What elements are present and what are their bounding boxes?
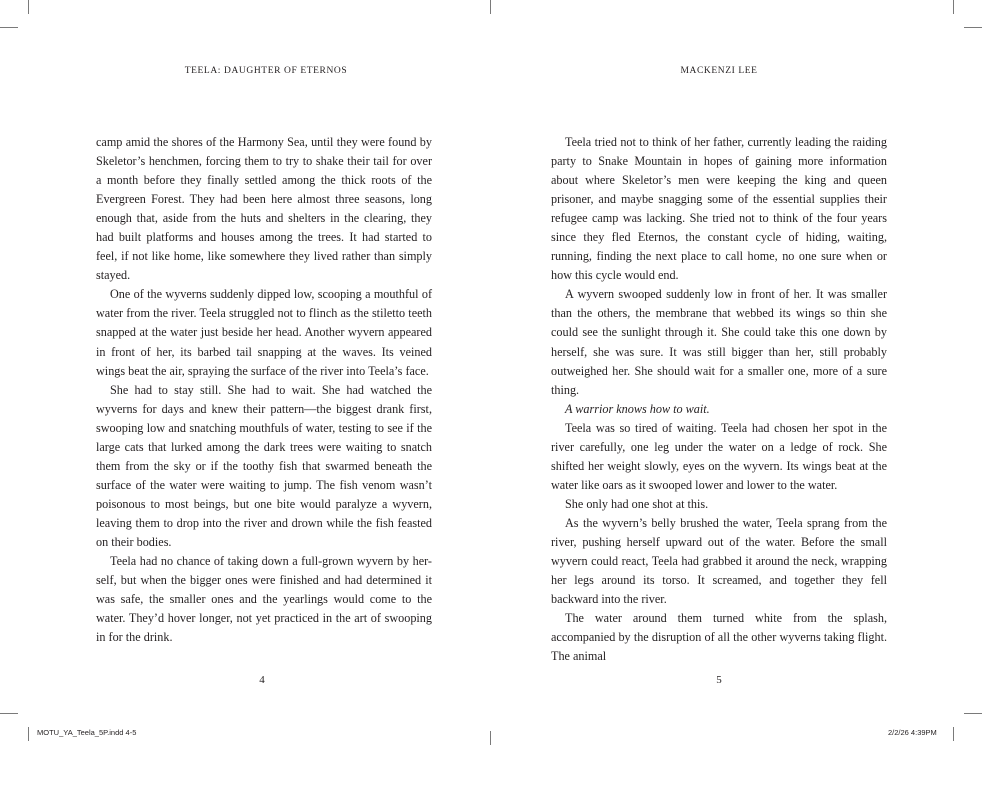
paragraph: Teela tried not to think of her father, currently leading the raiding party to Snake Mountain in hopes of gaining more information about where Skeletor’s men were keeping the king and queen prisoner, and maybe snagging some of the essential supplies their refugee camp was lacking. She tried not to think of the four years since they fled Eternos, the constant cycle of hiding, waiting, running, finding the next place to call home, no one sure when or how this cycle would end. [551,135,887,283]
paragraph: One of the wyverns suddenly dipped low, scooping a mouthful of water from the river. Teela struggled not to flinch as the stiletto teeth snapped at the water just beside her head. Another wyvern appeared in front of her, its barbed tail snapping at the waves. Its veined wings beat the air, spraying the surface of the river into Teela’s face. [96,287,432,378]
paragraph: Teela had no chance of taking down a full-grown wyvern by her-self, but when the bigger ones were finished and had determined it was safe, the smaller ones and the yearlings would come to the water. They’d hover longer, not yet practiced in the art of swooping in for the drink. [96,554,432,645]
slug-timestamp: 2/2/26 4:39PM [888,728,937,737]
crop-mark [964,713,982,714]
paragraph: camp amid the shores of the Harmony Sea, until they were found by Skeletor’s henchmen, forcing them to try to shake their tail for over a month before they finally settled among the thick roots of the Evergreen Forest. They had been here almost three seasons, long enough that, aside from the huts and shelters in the clearing, they had built platforms and houses among the trees. It had started to feel, if not like home, like somewhere they lived rather than simply stayed. [96,135,432,283]
paragraph: A wyvern swooped suddenly low in front of her. It was smaller than the others, the membrane that webbed its wings so thin she could see the sunlight through it. She could take this one down by herself, she was sure. It was still bigger than her, still probably outweighed her. She should wait for a smaller one, more of a sure thing. [551,287,887,397]
paragraph: The water around them turned white from the splash, accompanied by the disruption of all the other wyverns taking flight. The animal [551,611,887,664]
paragraph: As the wyvern’s belly brushed the water, Teela sprang from the river, pushing herself upward out of the water. Before the small wyvern could react, Teela had grabbed it around the neck, wrapping her legs around its torso. It screamed, and together they fell backward into the river. [551,515,887,607]
slug-filename: MOTU_YA_Teela_5P.indd 4-5 [37,728,137,737]
crop-mark [490,0,491,14]
crop-mark [953,727,954,741]
paragraph: She only had one shot at this. [565,496,709,511]
paragraph: She had to stay still. She had to wait. She had watched the wyverns for days and knew their pattern—the biggest drank first, swooping low and snatching mouthfuls of water, testing to see if the large cats that lurked among the dark trees were waiting to snatch them from the sky or if the toothy fish that swarmed beneath the surface of the water were waiting to jump. The fish venom wasn’t poisonous to most beings, but one bite would paralyze a wyvern, leaving them to drop into the river and drown while the fish feasted on their bodies. [96,382,432,549]
crop-mark [0,27,18,28]
right-page-body [551,133,887,666]
crop-mark [28,727,29,741]
page-number-left: 4 [259,674,265,686]
crop-mark [953,0,954,14]
crop-mark [490,731,491,745]
crop-mark [964,27,982,28]
left-page-body [96,133,432,647]
italic-paragraph: A warrior knows how to wait. [565,401,710,416]
crop-mark [28,0,29,14]
running-head-left: TEELA: DAUGHTER OF ETERNOS [184,66,348,76]
running-head-right: MACKENZI LEE [680,66,758,76]
page-number-right: 5 [716,674,722,686]
paragraph: Teela was so tired of waiting. Teela had chosen her spot in the river carefully, one leg under the water on a ledge of rock. She shifted her weight slowly, eyes on the wyvern. Its wings beat at the water like oars as it swooped lower and lower to the water. [551,420,887,492]
crop-mark [0,713,18,714]
